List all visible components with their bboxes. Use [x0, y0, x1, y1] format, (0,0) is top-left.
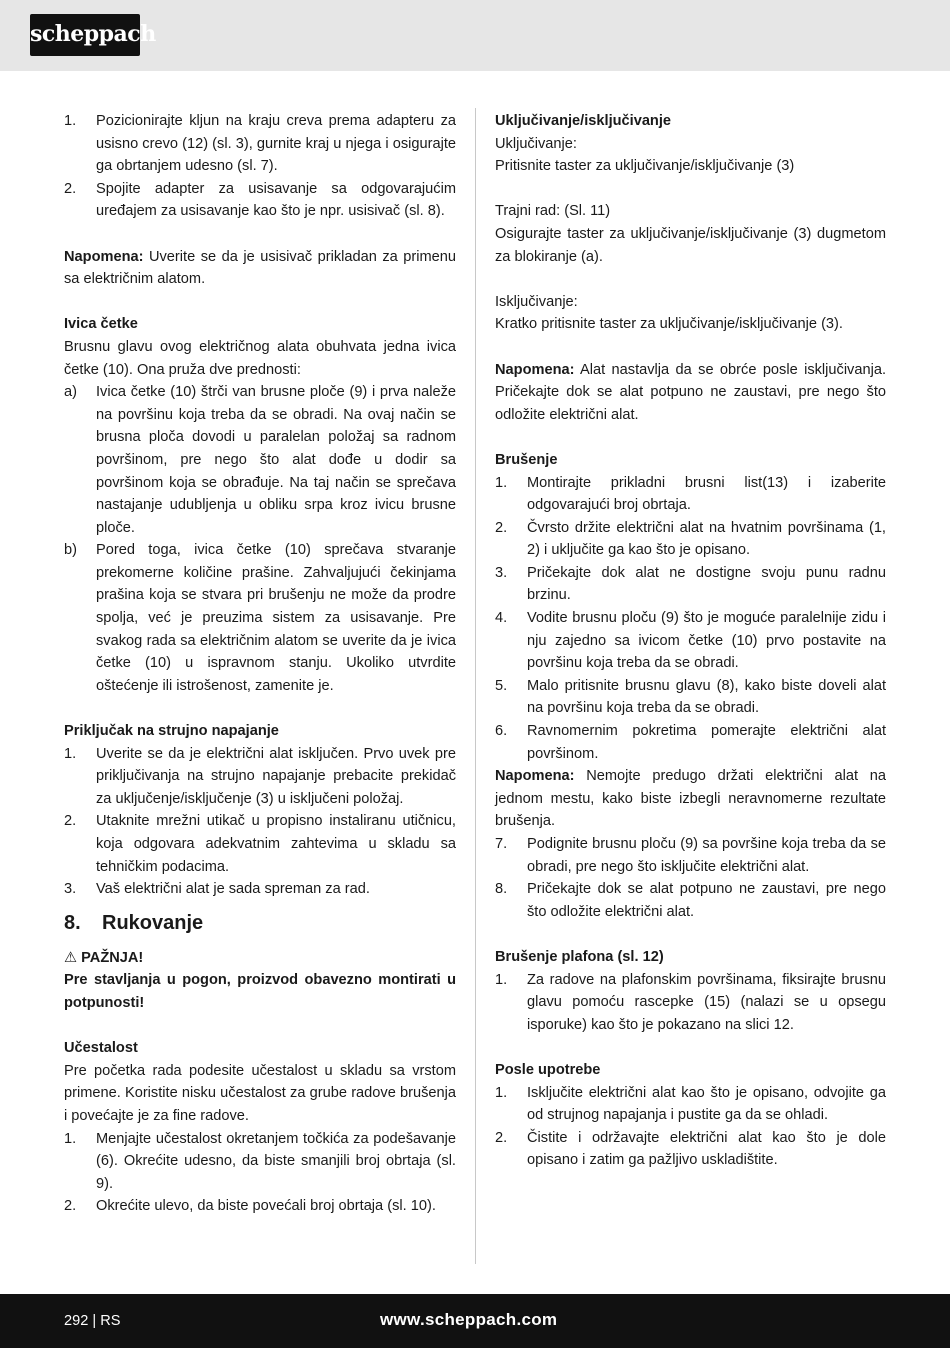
list-item: 1. Isključite električni alat kao što je opisano, odvojite ga od strujnog napajanja i pustite ga da se ohladi.: [495, 1084, 886, 1124]
grind-list: [495, 472, 886, 766]
column-divider: [475, 108, 476, 1264]
list-item: 1. Pozicionirajte kljun na kraju creva prema adapteru za usisno crevo (12) (sl. 3), gurnite kraj u njega i osigurajte ga obrtanjem udesno (sl. 7).: [64, 113, 456, 175]
section-heading: Uključivanje/isključivanje: [495, 113, 672, 129]
scheppach-logo: scheppach: [30, 14, 140, 56]
brush-list: [64, 381, 456, 697]
power-list: [64, 743, 456, 901]
list-item: 8. Pričekajte dok se alat potpuno ne zaustavi, pre nego što odložite električni alat.: [495, 881, 886, 920]
paragraph: Uključivanje:: [495, 135, 577, 152]
paragraph: Pre početka rada podesite učestalost u skladu sa vrstom primene. Koristite nisku učestalost za grube radove brušenja i povećajte je za fine radove.: [64, 1062, 456, 1124]
after-list: [495, 1082, 886, 1172]
section-heading: Ivica četke: [64, 316, 138, 333]
paragraph: Trajni rad: (Sl. 11): [495, 203, 611, 220]
paragraph: Pritisnite taster za uključivanje/isključivanje (3): [495, 158, 795, 175]
footer-bar: [0, 1294, 950, 1348]
list-item: 4. Vodite brusnu ploču (9) što je moguće paralelnije zidu i nju zajedno sa ivicom četke (10) prvo postavite na površinu koja treba da se obradi.: [495, 610, 886, 672]
paragraph: Isključivanje:: [495, 293, 578, 310]
list-item: 3. Pričekajte dok alat ne dostigne svoju punu radnu brzinu.: [495, 564, 886, 604]
left-column: [64, 110, 456, 1218]
list-item: 2. Utaknite mrežni utikač u propisno instaliranu utičnicu, koja odgovara adekvatnim zahtevima u skladu sa tehničkim podacima.: [64, 813, 456, 875]
hose-steps: [64, 110, 456, 223]
list-item: 2. Okrećite ulevo, da biste povećali broj obrtaja (sl. 10).: [64, 1198, 436, 1215]
page-number: 292 | RS: [64, 1313, 121, 1329]
paragraph: Brusnu glavu ovog električnog alata obuhvata jedna ivica četke (10). Ona pruža dve prednosti:: [64, 338, 456, 378]
section-heading: Učestalost: [64, 1040, 138, 1057]
section-heading: Brušenje plafona (sl. 12): [495, 948, 664, 965]
section-heading: Priključak na strujno napajanje: [64, 723, 279, 740]
list-item: 5. Malo pritisnite brusnu glavu (8), kako biste doveli alat na površinu koja treba da se obradi.: [495, 677, 886, 717]
list-item: 2. Spojite adapter za usisavanje sa odgovarajućim uređajem za usisavanje kao što je npr. usisivač (sl. 8).: [64, 180, 456, 220]
list-item: 1. Montirajte prikladni brusni list(13) i izaberite odgovarajući broj obrtaja.: [495, 474, 886, 514]
list-item: 1. Za radove na plafonskim površinama, fiksirajte brusnu glavu pomoću rascepke (15) (nalazi se u opsegu isporuke) kao što je pokazano na slici 12.: [495, 971, 886, 1033]
warning-label: ⚠ PAŽNJA!: [64, 949, 144, 966]
note-paragraph: Napomena: Alat nastavlja da se obrće posle isključivanja. Pričekajte dok se alat potpuno ne zaustavi, pre nego što odložite električni alat.: [495, 361, 886, 423]
section-heading: Posle upotrebe: [495, 1061, 601, 1078]
grind-list-continued: [495, 833, 886, 923]
list-item: 1. Uverite se da je električni alat isključen. Prvo uvek pre priključivanja na strujno napajanje prebacite prekidač za uključenje/isključenje (3) u isključeni položaj.: [64, 745, 456, 807]
warning-text: Pre stavljanja u pogon, proizvod obavezno montirati u potpunosti!: [64, 972, 456, 1011]
right-column: [495, 110, 886, 1172]
list-item: 6. Ravnomernim pokretima pomerajte električni alat površinom.: [495, 723, 886, 762]
website-link[interactable]: www.scheppach.com: [380, 1310, 558, 1329]
paragraph: Osigurajte taster za uključivanje/isključivanje (3) dugmetom za blokiranje (a).: [495, 225, 886, 265]
list-item: a) Ivica četke (10) štrči van brusne ploče (9) i prva naleže na površinu koja treba da se obradi. Na ovaj način se brusna ploča dovodi u paralelan položaj sa radnom površinom, pre nego što alat dođe u dodir sa površinom koja se obrađuje. Na taj način se sprečava nastajanje udubljenja u obliku srpa kroz ivicu brusne ploče.: [64, 384, 456, 536]
list-item: 2. Čvrsto držite električni alat na hvatnim površinama (1, 2) i uključite ga kao što je opisano.: [495, 519, 886, 559]
section-heading: Brušenje: [495, 451, 558, 468]
list-item: 7. Podignite brusnu ploču (9) sa površine koja treba da se obradi, pre nego što isključite električni alat.: [495, 836, 886, 875]
freq-list: [64, 1128, 456, 1218]
header-bar: [0, 0, 950, 71]
chapter-heading: 8. Rukovanje: [64, 911, 204, 934]
paragraph: Kratko pritisnite taster za uključivanje/isključivanje (3).: [495, 316, 843, 333]
list-item: b) Pored toga, ivica četke (10) sprečava stvaranje prekomerne količine prašine. Zahvaljujući čekinjama prašina koja se stvara pri brušenju ne može da prodre spolja, već je preuzima sistem za usisavanje. Pre svakog rada sa električnim alatom se uverite da je ivica četke (10) u ispravnom stanju. Ukoliko utvrdite oštećenje ili istrošenost, zamenite je.: [64, 542, 456, 694]
list-item: 3. Vaš električni alat je sada spreman za rad.: [64, 881, 370, 898]
list-item: 1. Menjajte učestalost okretanjem točkića za podešavanje (6). Okrećite udesno, da biste smanjili broj obrtaja (sl. 9).: [64, 1130, 456, 1192]
ceiling-list: [495, 969, 886, 1037]
note-paragraph: Napomena: Nemojte predugo držati električni alat na jednom mestu, kako biste izbegli neravnomerne rezultate brušenja.: [495, 768, 886, 830]
list-item: 2. Čistite i održavajte električni alat kao što je dole opisano i zatim ga pažljivo uskladištite.: [495, 1129, 886, 1169]
note-paragraph: Napomena: Uverite se da je usisivač prikladan za primenu sa električnim alatom.: [64, 248, 456, 288]
